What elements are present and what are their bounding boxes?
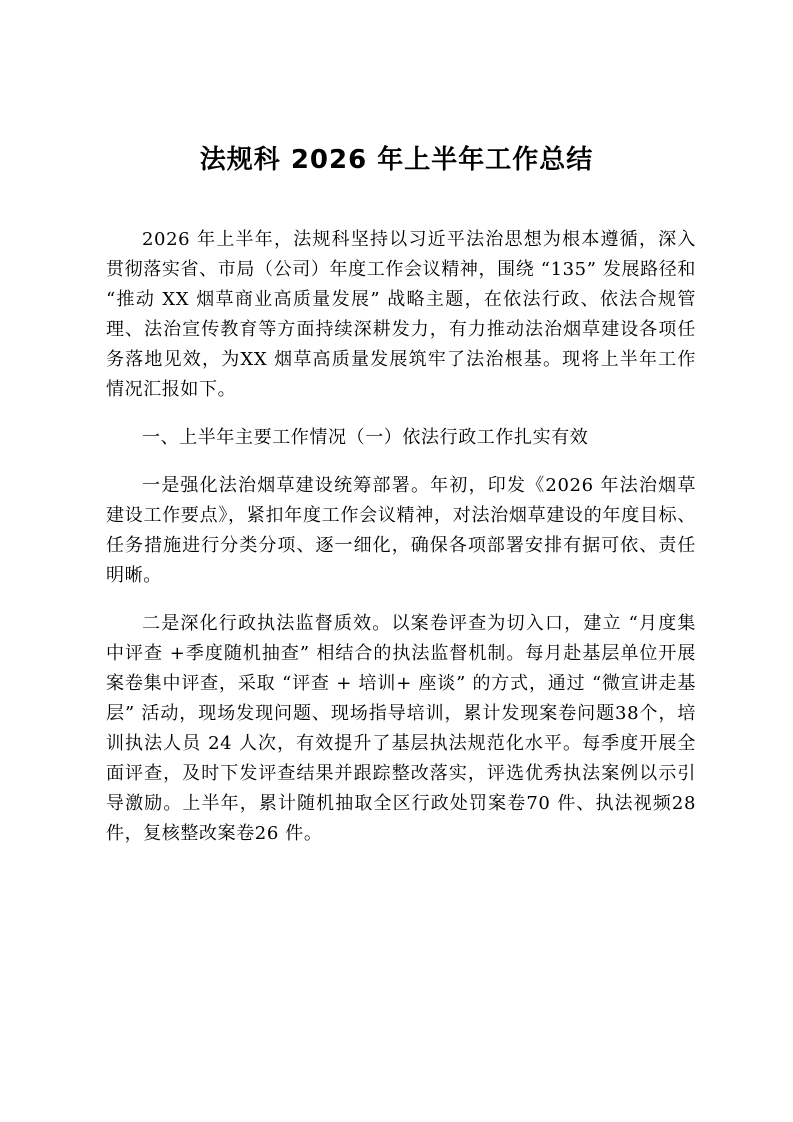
paragraph-2: 二是深化行政执法监督质效。以案卷评查为切入口，建立 “月度集中评查 +季度随机抽查” 相结合的执法监督机制。每月赴基层单位开展案卷集中评查，采取 “评查 + 培训+ 座谈” 的方式，通过 “微宣讲走基层” 活动，现场发现问题、现场指导培训，累计发现案卷问题38个，培训执法人员 24 人次，有效提升了基层执法规范化水平。每季度开展全面评查，及时下发评查结果并跟踪整改落实，评选优秀执法案例以示引导激励。上半年，累计随机抽取全区行政处罚案卷70 件、执法视频28 件，复核整改案卷26 件。 [106,613,696,844]
document-title: 法规科 2026 年上半年工作总结 [199,145,594,175]
section-heading: 一、上半年主要工作情况（一）依法行政工作扎实有效 [142,427,589,448]
intro-paragraph: 2026 年上半年，法规科坚持以习近平法治思想为根本遵循，深入贯彻落实省、市局（公司）年度工作会议精神，围绕 “135” 发展路径和 “推动 XX 烟草商业高质量发展” 战略主题，在依法行政、依法合规管理、法治宣传教育等方面持续深耕发力，有力推动法治烟草建设各项任务落地见效，为XX 烟草高质量发展筑牢了法治根基。现将上半年工作情况汇报如下。 [106,229,696,400]
paragraph-1: 一是强化法治烟草建设统筹部署。年初，印发《2026 年法治烟草建设工作要点》，紧扣年度工作会议精神，对法治烟草建设的年度目标、任务措施进行分类分项、逐一细化，确保各项部署安排有据可依、责任明晰。 [106,475,696,586]
document-body [106,225,696,867]
